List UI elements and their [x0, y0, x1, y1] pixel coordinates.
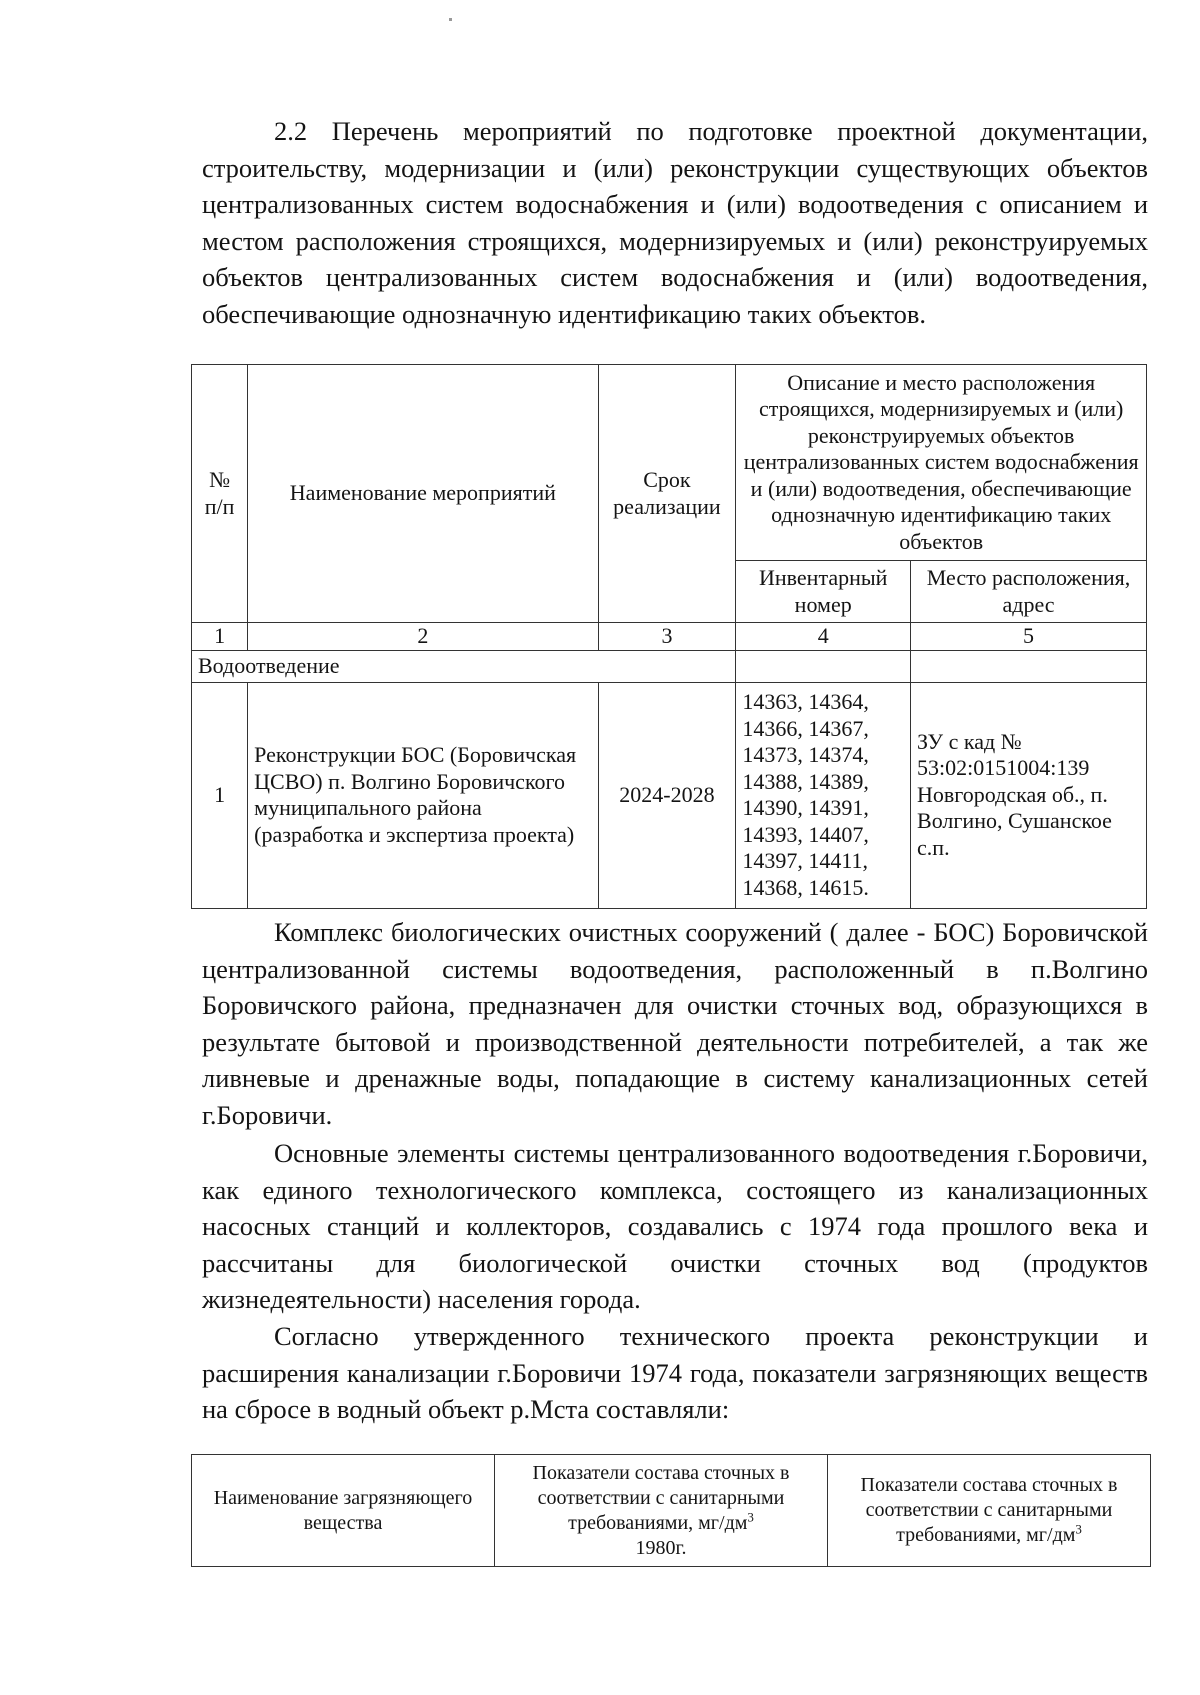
paragraph-elements: Основные элементы системы централизованного водоотведения г.Боровичи, как единого технологического комплекса, состоящего из канализационных насосных станций и коллекторов, создавались с 1974 года прошлого века и рассчитаны для биологической очистки сточных вод (продуктов жизнедеятельности) населения города.	[202, 1138, 1148, 1314]
row-inventory: 14363, 14364, 14366, 14367, 14373, 14374, 14388, 14389, 14390, 14391, 14393, 14407, 14397, 14411, 14368, 14615.	[736, 682, 911, 908]
header-1980-sup: 3	[747, 1508, 754, 1524]
table-row	[192, 682, 1147, 908]
row-num: 1	[192, 682, 248, 908]
header-inventory: Инвентарный номер	[736, 561, 911, 623]
measures-table	[191, 364, 1147, 909]
column-numbers-row	[192, 623, 1147, 651]
header-location: Место расположения, адрес	[911, 561, 1147, 623]
header-num: № п/п	[192, 365, 248, 623]
section-heading: 2.2 Перечень мероприятий по подготовке проектной документации, строительству, модернизации и (или) реконструкции существующих объектов централизованных систем водоснабжения и (или) водоотведения с описанием и местом расположения строящихся, модернизируемых и (или) реконструируемых объектов централизованных систем водоснабжения и (или) водоотведения, обеспечивающие однозначную идентификацию таких объектов.	[202, 116, 1148, 329]
header-1980-text: Показатели состава сточных в соответствии с санитарными требованиями, мг/дм	[532, 1461, 790, 1534]
row-location: ЗУ с кад № 53:02:0151004:139 Новгородская об., п. Волгино, Сушанское с.п.	[911, 682, 1147, 908]
column-number: 5	[911, 623, 1147, 651]
header-1980	[495, 1455, 828, 1567]
empty-cell	[736, 650, 911, 682]
header-1980-year: 1980г.	[635, 1536, 687, 1559]
paragraph-project: Согласно утвержденного технического проекта реконструкции и расширения канализации г.Боровичи 1974 года, показатели загрязняющих веществ на сбросе в водный объект р.Мста составляли:	[202, 1321, 1148, 1424]
header-current-sup: 3	[1075, 1521, 1082, 1537]
section-row	[192, 650, 1147, 682]
header-current	[828, 1455, 1151, 1567]
header-substance: Наименование загрязняющего вещества	[192, 1455, 495, 1567]
header-term: Срок реализации	[598, 365, 736, 623]
row-name: Реконструкции БОС (Боровичская ЦСВО) п. Волгино Боровичского муниципального района (разработка и экспертиза проекта)	[248, 682, 598, 908]
column-number: 1	[192, 623, 248, 651]
column-number: 2	[248, 623, 598, 651]
section-label: Водоотведение	[192, 650, 736, 682]
empty-cell	[911, 650, 1147, 682]
column-number: 4	[736, 623, 911, 651]
header-description: Описание и место расположения строящихся, модернизируемых и (или) реконструируемых объектов централизованных систем водоснабжения и (или) водоотведения, обеспечивающие однозначную идентификацию таких объектов	[736, 365, 1147, 561]
header-current-text: Показатели состава сточных в соответствии с санитарными требованиями, мг/дм	[860, 1474, 1118, 1546]
header-name: Наименование мероприятий	[248, 365, 598, 623]
pollutants-table	[191, 1454, 1151, 1567]
scan-speck	[449, 18, 452, 21]
row-term: 2024-2028	[598, 682, 736, 908]
column-number: 3	[598, 623, 736, 651]
paragraph-bos: Комплекс биологических очистных сооружений ( далее - БОС) Боровичской централизованной системы водоотведения, расположенный в п.Волгино Боровичского района, предназначен для очистки сточных вод, образующихся в результате бытовой и производственной деятельности потребителей, а так же ливневые и дренажные воды, попадающие в систему канализационных сетей г.Боровичи.	[202, 917, 1148, 1130]
